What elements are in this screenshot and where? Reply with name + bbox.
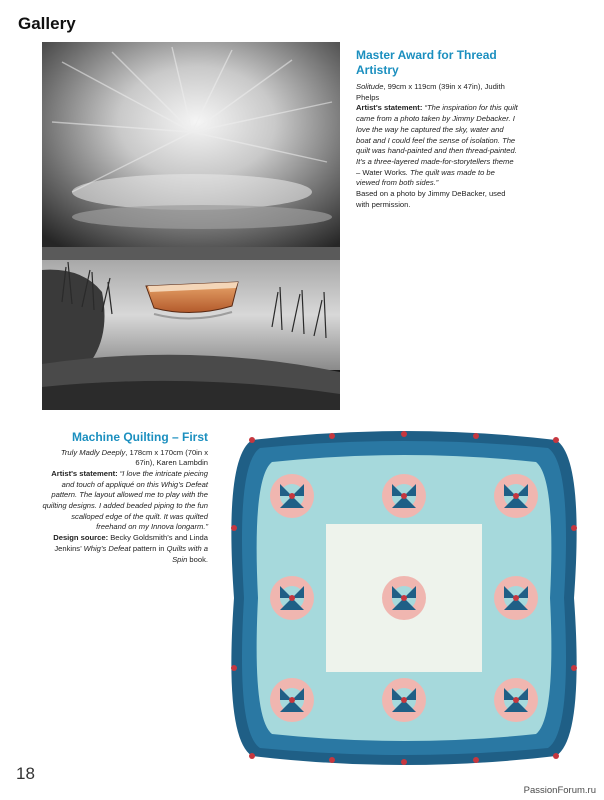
award-title-machine-quilting: Machine Quilting – First [71, 430, 208, 444]
watermark: PassionForum.ru [523, 785, 596, 796]
photo-credit: Based on a photo by Jimmy DeBacker, used with permission. [356, 189, 506, 209]
quilt-size-artist: , 178cm x 170cm (70in x 67in), Karen Lambdin [125, 447, 208, 468]
design-source-label: Design source: [53, 533, 109, 543]
pattern-text: pattern in [130, 543, 167, 553]
whigs-defeat-block [270, 474, 314, 518]
statement-text: “The inspiration for this quilt came from a photo taken by Jimmy Debacker. I love the way he captured the sky, water and boat and I could feel the sense of isolation. The quilt was hand-painted and then thread-painted. It’s a three-layered made-for-storytellers theme – [356, 103, 518, 177]
quilt-size-artist: , 99cm x 119cm (39in x 47in), Judith Phelps [356, 82, 505, 102]
pattern-name: Whig’s Defeat [83, 543, 131, 553]
boat-landscape-quilt-image [42, 42, 340, 410]
quilt-title: Solitude [356, 82, 384, 91]
book-title: Quilts with a Spin [166, 543, 208, 564]
caption-body-solitude [356, 82, 518, 210]
page-number: 18 [16, 764, 35, 783]
section-title: Gallery [18, 14, 76, 33]
statement-text: “I love the intricate piecing and touch of appliqué on this Whig’s Defeat pattern. The layout allowed me to play with the quilting designs. I added beaded piping to the fun scalloped edge of the quilt. It was quilted freehand on my Innova longarm.” [42, 468, 208, 532]
statement-label: Artist's statement: [51, 468, 118, 478]
caption-truly-madly-deeply [40, 430, 208, 565]
scalloped-quilt-image [222, 428, 586, 768]
book-suffix: book. [187, 554, 208, 564]
quilt-title: Truly Madly Deeply [60, 447, 126, 457]
scalloped-quilt-svg [222, 428, 586, 768]
statement-close: . The quilt was made to be viewed from both sides.” [356, 167, 495, 188]
caption-body-truly-madly-deeply [40, 448, 208, 566]
caption-solitude [356, 48, 518, 210]
theme-name: Water Works [362, 167, 406, 177]
design-source-text: Becky Goldsmith’s and Linda Jenkins’ [54, 533, 208, 553]
boat-quilt-svg [42, 42, 340, 410]
statement-label: Artist's statement: [356, 103, 423, 113]
award-title-thread-artistry: Master Award for Thread Artistry [356, 48, 497, 77]
